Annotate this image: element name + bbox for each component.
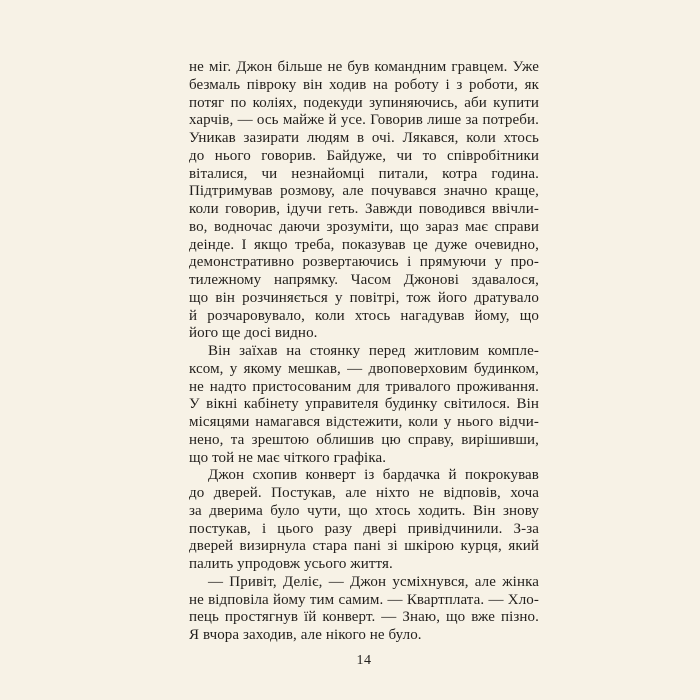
text-line: його ще досі видно. — [189, 325, 318, 342]
text-line: що він розчиняється у повітрі, тож його дратувало — [189, 289, 539, 306]
text-line: У вікні кабінету управителя будинку світилося. Він — [189, 396, 539, 413]
text-line: коли говорив, ідучи геть. Завжди поводився ввічли- — [189, 201, 539, 217]
text-line: не надто пристосованим для тривалого проживання. — [189, 378, 539, 395]
text-line: до дверей. Постукав, але ніхто не відповів, хоча — [189, 485, 539, 501]
text-line: демонстративно розвертаючись і прямуючи у про- — [189, 254, 539, 271]
text-line: безмаль півроку він ходив на роботу і з роботи, як — [189, 76, 539, 93]
text-line: палить упродовж усього життя. — [189, 556, 393, 572]
text-line: за дверима було чути, що хтось ходить. Він знову — [189, 502, 539, 519]
page-number: 14 — [356, 653, 372, 668]
text-line: Підтримував розмову, але почувався значно краще, — [189, 183, 539, 200]
text-line: пець простягнув їй конверт. — Знаю, що вже пізно. — [189, 609, 539, 626]
text-line: до нього говорив. Байдуже, чи то співробітники — [189, 147, 539, 164]
text-line: Уникав зазирати людям в очі. Лякався, коли хтось — [189, 130, 539, 146]
text-line: харчів, — ось майже й усе. Говорив лише за потреби. — [189, 112, 539, 129]
text-line: дверей визирнула стара пані зі шкірою курця, який — [189, 538, 539, 555]
text-line: Джон схопив конверт із бардачка й покрокував — [208, 467, 539, 484]
text-line: Він заїхав на стоянку перед житловим компле- — [208, 343, 539, 359]
text-line: тилежному напрямку. Часом Джонові здавалося, — [189, 272, 539, 288]
text-line: нено, та зрештою облишив цю справу, вирішивши, — [189, 431, 539, 448]
text-line: постукав, і цього разу двері привідчинили. З-за — [189, 520, 539, 537]
text-line: не міг. Джон більше не був командним гравцем. Уже — [189, 59, 539, 75]
text-line: що той не має чіткого графіка. — [189, 449, 387, 466]
text-line: й розчаровувало, коли хтось нагадував йому, що — [189, 307, 539, 324]
text-line: місяцями намагався відстежити, коли у нього відчи- — [189, 414, 539, 430]
text-line: не відповіла йому тим самим. — Квартплата. — Хло- — [189, 591, 539, 608]
text-line: — Привіт, Деліє, — Джон усміхнувся, але жінка — [208, 573, 539, 590]
text-line: во, водночас даючи зрозуміти, що зараз має справи — [189, 218, 539, 235]
text-line: Я вчора заходив, але нікого не було. — [189, 627, 422, 643]
body-text — [189, 59, 539, 645]
text-line: ксом, у якому мешкав, — двоповерховим будинком, — [189, 360, 539, 377]
text-line: деінде. І якщо треба, показував це дуже очевидно, — [189, 236, 539, 253]
text-line: потяг по коліях, подекуди зупиняючись, аби купити — [189, 94, 539, 111]
text-line: віталися, чи незнайомці питали, котра година. — [189, 165, 539, 182]
